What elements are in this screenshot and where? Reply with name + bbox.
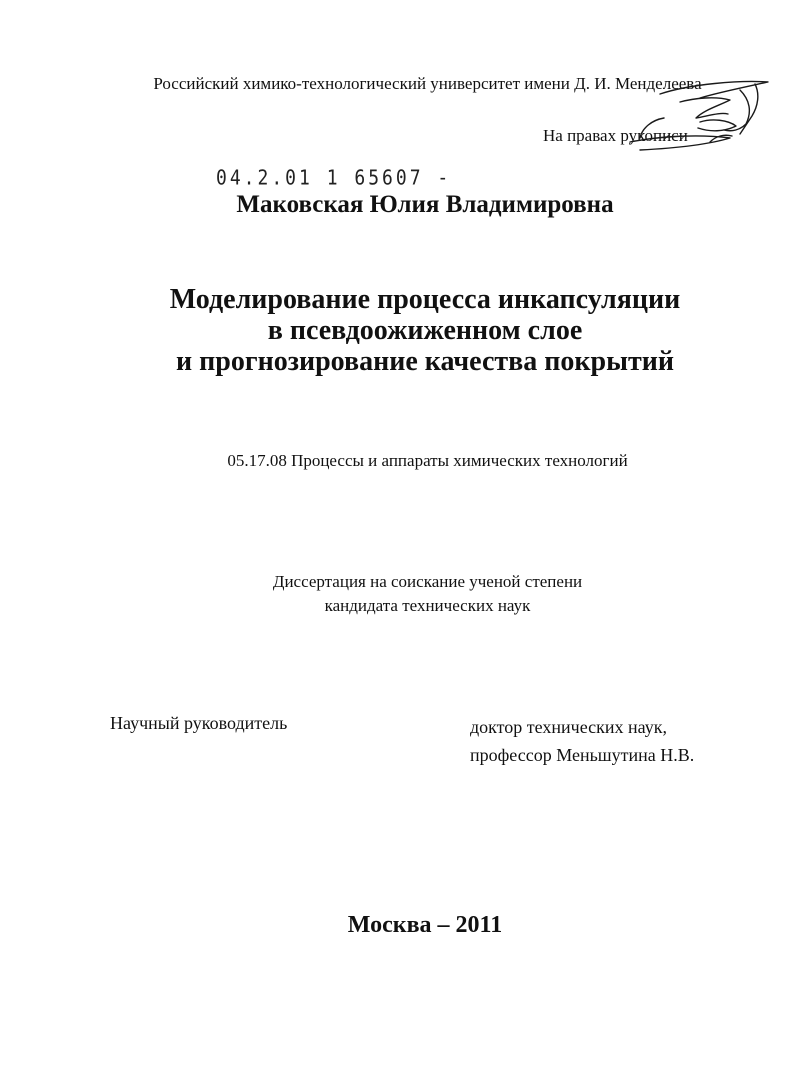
rights-note: На правах рукописи xyxy=(543,126,688,145)
author-name: Маковская Юлия Владимировна xyxy=(236,191,614,218)
university-name: Российский химико-технологический университет имени Д. И. Менделеева xyxy=(153,74,702,93)
handwritten-signature xyxy=(600,72,775,167)
title-line: и прогнозирование качества покрытий xyxy=(176,346,674,377)
supervisor-label: Научный руководитель xyxy=(110,713,288,733)
title-line: Моделирование процесса инкапсуляции xyxy=(169,284,681,315)
dissertation-title xyxy=(0,284,795,377)
supervisor-name: профессор Меньшутина Н.В. xyxy=(470,745,695,765)
degree-line: кандидата технических наук xyxy=(324,596,531,615)
supervisor-title: доктор технических наук, xyxy=(470,717,667,737)
city-year: Москва – 2011 xyxy=(347,912,503,938)
degree-statement xyxy=(0,570,795,618)
degree-line: Диссертация на соискание ученой степени xyxy=(272,572,583,591)
archive-stamp: 04.2.01 1 65607 - xyxy=(216,166,452,191)
title-line: в псевдоожиженном слое xyxy=(267,315,583,346)
specialty-code: 05.17.08 Процессы и аппараты химических технологий xyxy=(227,451,628,470)
supervisor-info xyxy=(470,713,694,769)
